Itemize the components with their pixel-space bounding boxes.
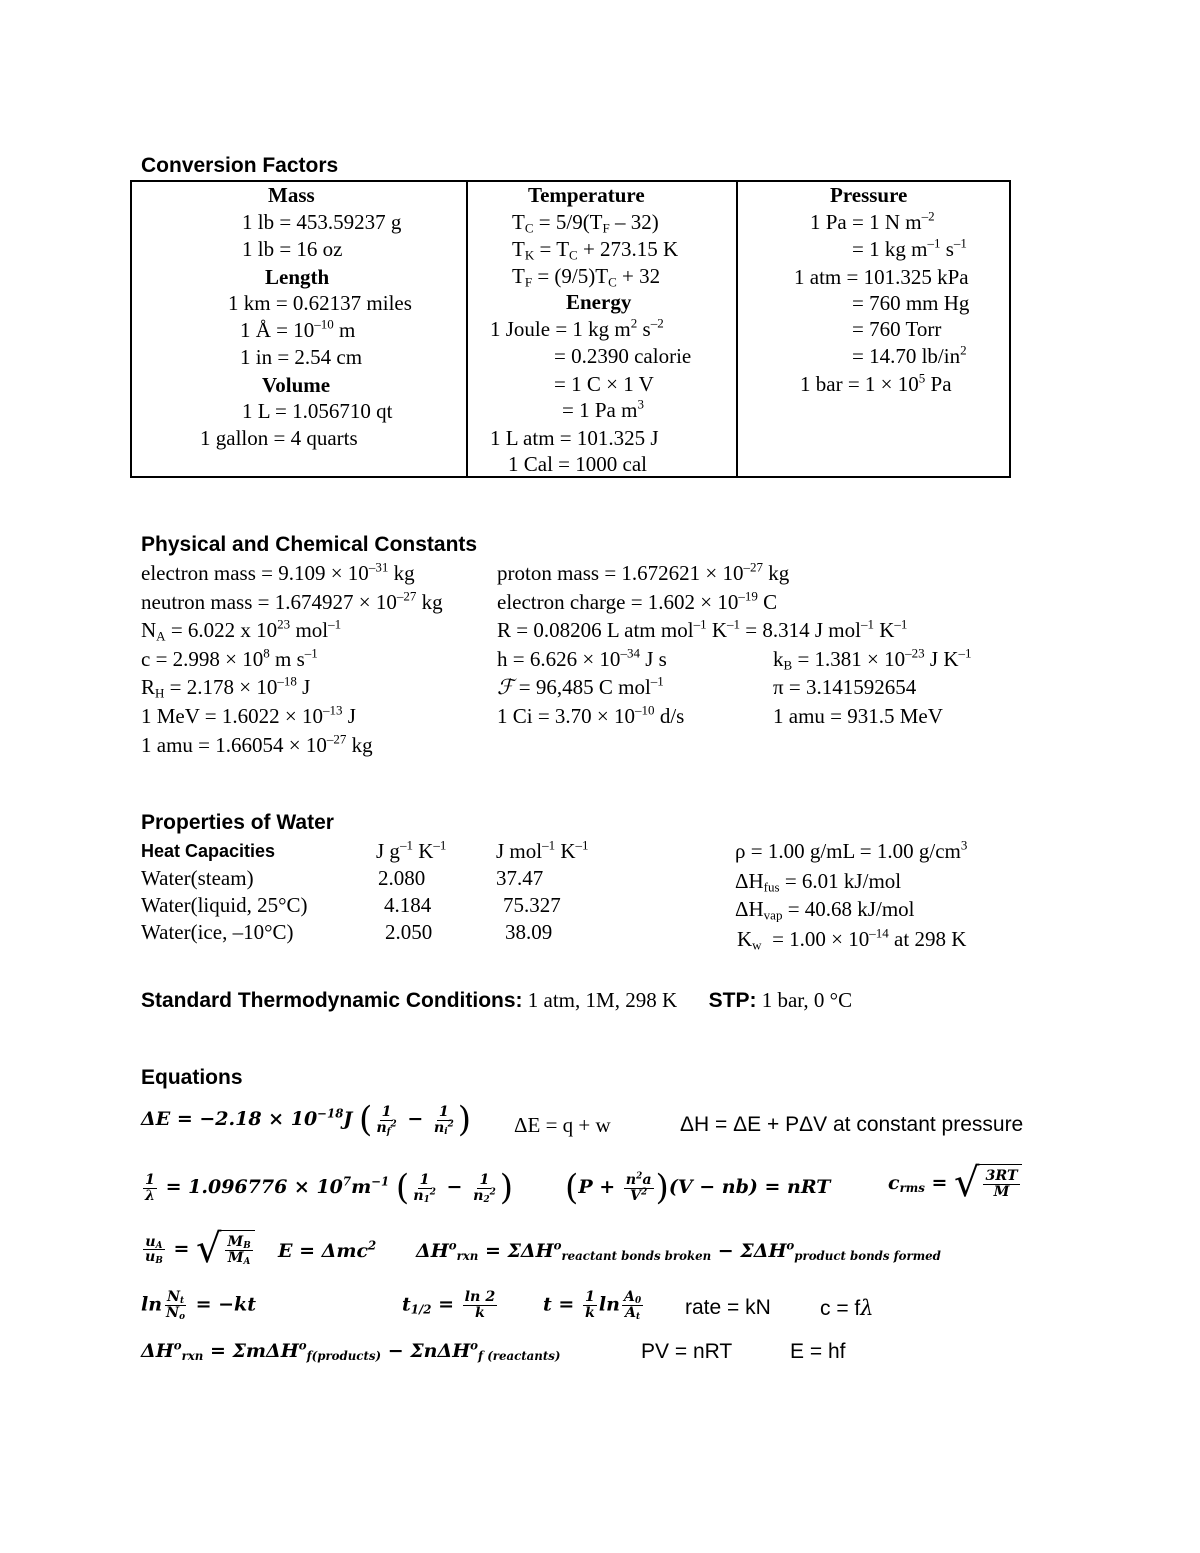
energy-cal: 1 Cal = 1000 cal [508,452,647,476]
pressure-bar: 1 bar = $1 \times 10^5$ Pa [800,370,952,396]
standard-conditions: Standard Thermodynamic Conditions: 1 atm, 1M, 298 K STP: 1 bar, 0 °C [141,988,853,1012]
length-header: Length [265,265,330,289]
water-row-jg: 2.080 [378,866,426,890]
eq-hess-law: $\Delta H^o_{rxn} = \Sigma m\Delta H^o_{f(products)} - \Sigma n\Delta H^o_{f (reactants)}$ [141,1338,561,1363]
unit-j-mol-k: J mol$^{-1}$ $K^{-1}$ [496,837,589,863]
water-row-jmol: 75.327 [503,893,561,917]
pressure-atm: 1 atm = 101.325 kPa [794,265,969,289]
energy-header: Energy [566,290,632,314]
equations-heading: Equations [141,1066,243,1089]
mass-length-volume-column [132,182,468,476]
temp-kelvin: $T_K = T_C + 273.15$ K [512,237,679,263]
const-speed-of-light: $c = 2.998 \times 10^8$ m $s^{-1}$ [141,645,318,671]
mass-header: Mass [268,183,315,207]
volume-liter: 1 L = 1.056710 qt [242,399,393,423]
eq-bond-enthalpy: $\Delta H^o_{rxn} = \Sigma\Delta H^o_{reactant bonds broken} - \Sigma\Delta H^o_{product bonds formed}$ [416,1238,941,1263]
eq-rydberg-energy: $\Delta E = -2.18 \times 10^{-18}J$ ( $\frac{1}{n_f^2}$ − $\frac{1}{n_i^2}$ ) [141,1100,472,1140]
volume-gallon: 1 gallon = 4 quarts [200,426,358,450]
energy-joule: 1 Joule = 1 kg $m^2$ $s^{-2}$ [490,315,664,341]
eq-photon-energy: E = hf [790,1340,846,1363]
eq-first-law: ΔE = q + w [514,1113,611,1137]
water-row-jmol: 38.09 [505,920,553,944]
pressure-mmhg: = 760 mm Hg [852,291,970,315]
temperature-header: Temperature [528,183,645,207]
const-rydberg: $R_H = 2.178 \times 10^{-18}$ J [141,673,311,701]
eq-van-der-waals: (P + $\frac{n^2a}{V^2}$ )(V − nb) = nRT [565,1168,831,1208]
const-curie: 1 $Ci = 3.70 \times 10^{-10}$ d/s [497,702,685,728]
eq-ideal-gas: PV = nRT [641,1340,733,1363]
conversion-table [130,180,1011,478]
temp-fahrenheit: $T_F = (9/5)T_C + 32$ [512,264,661,290]
eq-wave: c = fλ [820,1296,874,1320]
water-row-name: Water(steam) [141,866,254,890]
water-hvap: $\Delta H_{vap} = 40.68$ kJ/mol [735,897,915,923]
mass-lb-oz: 1 lb = 16 oz [242,237,343,261]
length-km: 1 km = 0.62137 miles [228,291,412,315]
const-amu-kg: 1 amu = $1.66054 \times 10^{-27}$ kg [141,731,373,757]
water-kw: $K_w = 1.00 \times 10^{-14}$ at 298 K [737,925,967,953]
water-row-jg: 4.184 [384,893,432,917]
temp-celsius: $T_C = 5/9(T_F - 32)$ [512,210,659,236]
energy-cv: = 1 C × 1 V [554,372,654,396]
eq-mass-energy: E = Δmc$^2$ [278,1238,377,1262]
water-hfus: $\Delta H_{fus} = 6.01$ kJ/mol [735,869,902,895]
pressure-torr: = 760 Torr [852,317,942,341]
mass-lb-g: 1 lb = 453.59237 g [242,210,402,234]
const-boltzmann: $k_B = 1.381 \times 10^{-23}$ J $K^{-1}$ [773,645,972,673]
pressure-psi: = 14.70 $lb/in^2$ [852,342,967,368]
constants-heading: Physical and Chemical Constants [141,533,478,556]
eq-enthalpy: ΔH = ΔE + PΔV at constant pressure [680,1113,1024,1136]
const-mev: 1 MeV = $1.6022 \times 10^{-13}$ J [141,702,356,728]
eq-half-life: $t_{1/2}$ = $\frac{\ln 2}{k}$ [402,1289,496,1321]
const-neutron-mass: neutron mass = $1.674927 \times 10^{-27}$ kg [141,588,443,614]
eq-decay-time: t = $\frac{1}{k}$ ln $\frac{A_0}{A_t}$ [543,1289,642,1323]
const-avogadro: $N_A = 6.022$ x $10^{23}$ mol$^{-1}$ [141,616,342,644]
eq-rms-speed: $c_{rms}$ = √ $\frac{3RT}{M}$ [888,1164,1022,1204]
const-electron-charge: electron charge = $1.602 \times 10^{-19}$ C [497,588,778,614]
water-heading: Properties of Water [141,811,334,834]
const-proton-mass: proton mass = $1.672621 \times 10^{-27}$ kg [497,559,790,585]
water-row-name: Water(liquid, 25°C) [141,893,308,917]
conversion-heading: Conversion Factors [141,154,339,177]
volume-header: Volume [262,373,331,397]
const-electron-mass: electron mass = $9.109 \times 10^{-31}$ kg [141,559,415,585]
pressure-pa-kg: = 1 kg $m^{-1}$ $s^{-1}$ [852,235,967,261]
eq-rydberg-wavelength: $\frac{1}{\lambda}$ = $1.096776 \times 10^7m^{-1}$ ( $\frac{1}{n_1^2}$ − $\frac{1}{n_2^2}$ ) [145,1168,514,1208]
heat-capacities-label: Heat Capacities [141,841,276,861]
energy-calorie: = 0.2390 calorie [554,344,692,368]
const-gas-constant: R = 0.08206 L atm mol$^{-1}$ $K^{-1} = 8.314$ J mol$^{-1}$ $K^{-1}$ [497,616,908,642]
length-inch: 1 in = 2.54 cm [240,345,363,369]
const-faraday: ℱ = 96,485 C mol$^{-1}$ [497,673,664,699]
unit-j-g-k: J $g^{-1}$ $K^{-1}$ [376,837,447,863]
water-row-name: Water(ice, –10°C) [141,920,294,944]
energy-latm: 1 L atm = 101.325 J [490,426,659,450]
water-row-jg: 2.050 [385,920,433,944]
eq-graham: $\frac{u_A}{u_B}$ = √ $\frac{M_B}{M_A}$ [141,1230,255,1270]
energy-pa-m3: = 1 Pa $m^3$ [562,396,644,422]
pressure-pa: 1 Pa = 1 N $m^{-2}$ [810,208,935,234]
eq-rate: rate = kN [685,1296,771,1319]
water-density: ρ = 1.00 g/mL = 1.00 $g/cm^3$ [735,837,968,863]
const-amu-mev: 1 amu = 931.5 MeV [773,704,943,728]
eq-first-order-decay: ln $\frac{N_t}{N_o}$ = −kt [141,1289,256,1323]
length-angstrom: 1 Å = $10^{-10}$ m [240,316,356,342]
const-planck: $h = 6.626 \times 10^{-34}$ J s [497,645,667,671]
pressure-header: Pressure [830,183,908,207]
pressure-column [738,182,1009,476]
const-pi: π = 3.141592654 [773,675,917,699]
water-row-jmol: 37.47 [496,866,544,890]
temperature-energy-column [468,182,738,476]
